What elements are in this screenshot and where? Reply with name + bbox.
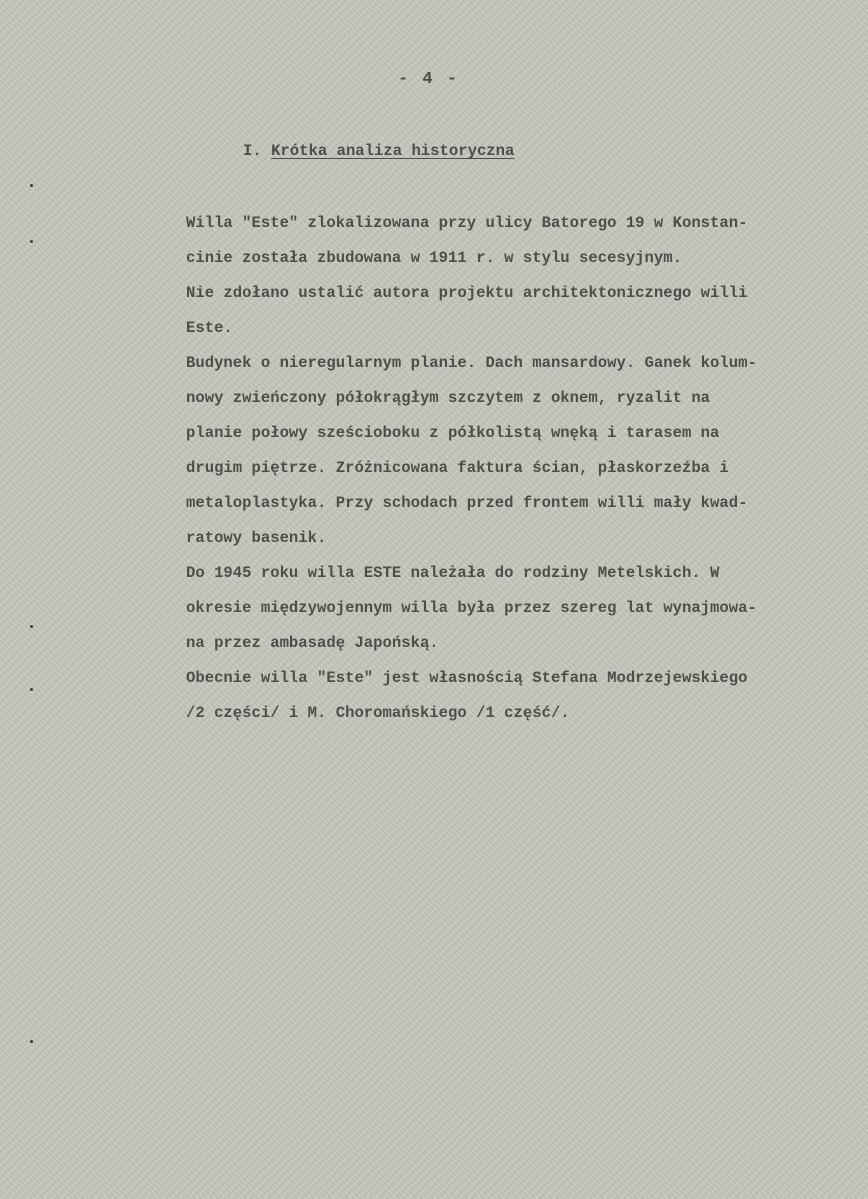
text-line: Este. [186, 319, 233, 337]
punch-mark [30, 625, 33, 628]
text-line: Willa "Este" zlokalizowana przy ulicy Batorego 19 w Konstan- [186, 214, 748, 232]
text-line: Obecnie willa "Este" jest własnością Stefana Modrzejewskiego [186, 669, 748, 687]
text-line: okresie międzywojennym willa była przez szereg lat wynajmowa- [186, 599, 757, 617]
page-number: - 4 - [398, 70, 460, 89]
punch-mark [30, 184, 33, 187]
text-line: metaloplastyka. Przy schodach przed frontem willi mały kwad- [186, 494, 748, 512]
heading-number: I. [243, 142, 262, 160]
punch-mark [30, 688, 33, 691]
text-line: Nie zdołano ustalić autora projektu architektonicznego willi [186, 284, 748, 302]
punch-mark [30, 1040, 33, 1043]
heading-text: Krótka analiza historyczna [271, 142, 515, 160]
section-heading [243, 142, 514, 160]
text-line: Budynek o nieregularnym planie. Dach mansardowy. Ganek kolum- [186, 354, 757, 372]
punch-mark [30, 240, 33, 243]
text-line: nowy zwieńczony półokrągłym szczytem z oknem, ryzalit na [186, 389, 711, 407]
text-line: ratowy basenik. [186, 529, 327, 547]
text-line: na przez ambasadę Japońską. [186, 634, 439, 652]
text-line: planie połowy sześcioboku z półkolistą wnęką i tarasem na [186, 424, 720, 442]
text-line: drugim piętrze. Zróżnicowana faktura ścian, płaskorzeźba i [186, 459, 729, 477]
document-body [186, 206, 757, 731]
text-line: /2 części/ i M. Choromańskiego /1 część/. [186, 704, 570, 722]
text-line: Do 1945 roku willa ESTE należała do rodziny Metelskich. W [186, 564, 720, 582]
text-line: cinie została zbudowana w 1911 r. w stylu secesyjnym. [186, 249, 682, 267]
